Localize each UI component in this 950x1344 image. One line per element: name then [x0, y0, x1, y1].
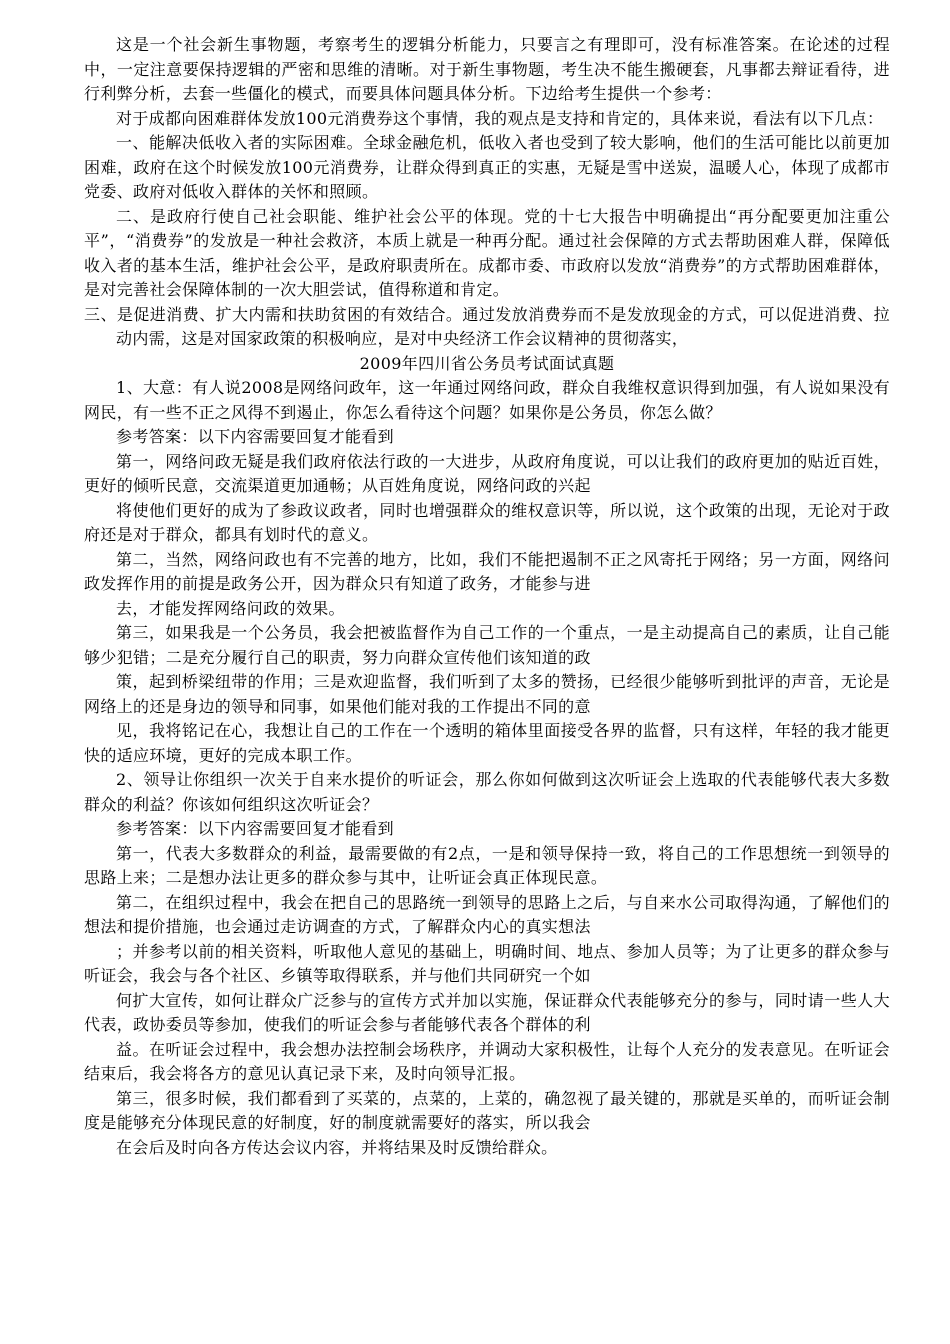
point-one-paragraph: 一、能解决低收入者的实际困难。全球金融危机，低收入者也受到了较大影响，他们的生活可能比以前更加困难，政府在这个时候发放100元消费券，让群众得到真正的实惠，无疑是雪中送炭，温暖人心，体现了成都市党委、政府对低收入群体的关怀和照顾。 — [84, 133, 890, 201]
answer-one-part-two-cont: 去，才能发挥网络问政的效果。 — [116, 598, 345, 618]
answer-two-part-three: 第三，很多时候，我们都看到了买菜的，点菜的，上菜的，确忽视了最关键的，那就是买单的，而听证会制度是能够充分体现民意的好制度，好的制度就需要好的落实，所以我会 — [84, 1088, 890, 1132]
answer-two-part-three-end: 在会后及时向各方传达会议内容，并将结果及时反馈给群众。 — [116, 1137, 558, 1157]
answer-two-part-two-cont: ；并参考以前的相关资料，听取他人意见的基础上，明确时间、地点、参加人员等；为了让更多的群众参与听证会，我会与各个社区、乡镇等取得联系，并与他们共同研究一个如 — [84, 941, 890, 985]
viewpoint-paragraph: 对于成都向困难群体发放100元消费券这个事情，我的观点是支持和肯定的，具体来说，看法有以下几点： — [116, 108, 884, 128]
answer-one-part-one: 第一，网络问政无疑是我们政府依法行政的一大进步，从政府角度说，可以让我们的政府更加的贴近百姓，更好的倾听民意，交流渠道更加通畅；从百姓角度说，网络问政的兴起 — [84, 451, 890, 495]
answer-two-part-two-end: 益。在听证会过程中，我会想办法控制会场秩序，并调动大家积极性，让每个人充分的发表意见。在听证会结束后，我会将各方的意见认真记录下来，及时向领导汇报。 — [84, 1039, 890, 1083]
answer-one-part-three-end: 见，我将铭记在心，我想让自己的工作在一个透明的箱体里面接受各界的监督，只有这样，年轻的我才能更快的适应环境，更好的完成本职工作。 — [84, 721, 890, 765]
document-body — [84, 33, 890, 1160]
answer-label-one: 参考答案：以下内容需要回复才能看到 — [116, 427, 394, 446]
answer-two-part-two-cont-2: 何扩大宣传，如何让群众广泛参与的宣传方式并加以实施，保证群众代表能够充分的参与，同时请一些人大代表，政协委员等参加，使我们的听证会参与者能够代表各个群体的利 — [84, 990, 890, 1034]
question-two: 2、领导让你组织一次关于自来水提价的听证会，那么你如何做到这次听证会上选取的代表能够代表大多数群众的利益？你该如何组织这次听证会？ — [84, 770, 890, 814]
answer-one-part-one-cont: 将使他们更好的成为了参政议政者，同时也增强群众的维权意识等，所以说，这个政策的出现，无论对于政府还是对于群众，都具有划时代的意义。 — [84, 500, 890, 544]
answer-one-part-two: 第二，当然，网络问政也有不完善的地方，比如，我们不能把遏制不正之风寄托于网络；另一方面，网络问政发挥作用的前提是政务公开，因为群众只有知道了政务，才能参与进 — [84, 549, 890, 593]
question-one: 1、大意：有人说2008是网络问政年，这一年通过网络问政，群众自我维权意识得到加强，有人说如果没有网民，有一些不正之风得不到遏止，你怎么看待这个问题？如果你是公务员，你怎么做？ — [84, 378, 890, 422]
answer-two-part-one: 第一，代表大多数群众的利益，最需要做的有2点，一是和领导保持一致，将自己的工作思想统一到领导的思路上来；二是想办法让更多的群众参与其中，让听证会真正体现民意。 — [84, 843, 890, 887]
answer-one-part-three: 第三，如果我是一个公务员，我会把被监督作为自己工作的一个重点，一是主动提高自己的素质，让自己能够少犯错；二是充分履行自己的职责，努力向群众宣传他们该知道的政 — [84, 623, 890, 667]
answer-two-part-two: 第二，在组织过程中，我会在把自己的思路统一到领导的思路上之后，与自来水公司取得沟通，了解他们的想法和提价措施，也会通过走访调查的方式，了解群众内心的真实想法 — [84, 892, 890, 936]
intro-paragraph: 这是一个社会新生事物题，考察考生的逻辑分析能力，只要言之有理即可，没有标准答案。在论述的过程中，一定注意要保持逻辑的严密和思维的清晰。对于新生事物题，考生决不能生搬硬套，凡事都去辩证看待，进行利弊分析，去套一些僵化的模式，而要具体问题具体分析。下边给考生提供一个参考： — [84, 35, 890, 103]
point-three-paragraph: 三、是促进消费、扩大内需和扶助贫困的有效结合。通过发放消费券而不是发放现金的方式，可以促进消费、拉动内需，这是对国家政策的积极响应，是对中央经济工作会议精神的贯彻落实， — [84, 304, 890, 348]
answer-label-two: 参考答案：以下内容需要回复才能看到 — [116, 819, 394, 838]
section-title: 2009年四川省公务员考试面试真题 — [359, 353, 615, 373]
point-two-paragraph: 二、是政府行使自己社会职能、维护社会公平的体现。党的十七大报告中明确提出“再分配要更加注重公平”，“消费券”的发放是一种社会救济，本质上就是一种再分配。通过社会保障的方式去帮助困难人群，保障低收入者的基本生活，维护社会公平，是政府职责所在。成都市委、市政府以发放“消费券”的方式帮助困难群体，是对完善社会保障体制的一次大胆尝试，值得称道和肯定。 — [84, 206, 890, 299]
answer-one-part-three-cont: 策，起到桥梁纽带的作用；三是欢迎监督，我们听到了太多的赞扬，已经很少能够听到批评的声音，无论是网络上的还是身边的领导和同事，如果他们能对我的工作提出不同的意 — [84, 672, 890, 716]
